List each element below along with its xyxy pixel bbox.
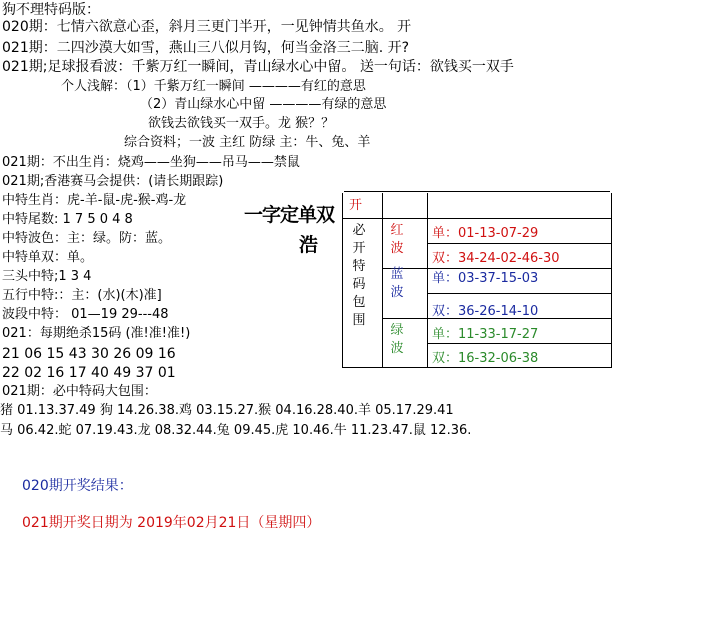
divider xyxy=(343,218,611,219)
page-header: 狗不理特码版： xyxy=(2,2,100,18)
divider xyxy=(382,193,383,367)
must-char: 开 xyxy=(352,241,366,256)
line-not-born: 021期：不出生肖：烧鸡——坐狗——吊马——禁鼠 xyxy=(2,155,300,170)
must-char: 必 xyxy=(352,223,366,238)
row-label: 单： xyxy=(432,226,459,241)
personal-interpretation-3: 欲钱去欲钱买一双手。龙 猴？？ xyxy=(148,116,335,131)
line-hk: 021期;香港赛马会提供：(请长期跟踪) xyxy=(2,174,224,189)
row-numbers: 36-26-14-10 xyxy=(458,304,539,319)
table-row xyxy=(432,323,538,342)
red-wave-label: 红波 xyxy=(390,223,404,256)
must-char: 码 xyxy=(352,277,366,292)
result-020: 020期开奖结果： xyxy=(22,478,133,494)
must-char: 包 xyxy=(352,295,366,310)
band-special: 波段中特： 01—19 29---48 xyxy=(2,307,169,322)
green-wave-label: 绿波 xyxy=(390,323,404,356)
numbers-row-1: 21 06 15 43 30 26 09 16 xyxy=(2,346,176,362)
divider xyxy=(427,243,611,244)
row-numbers: 16-32-06-38 xyxy=(458,351,539,366)
must-char: 特 xyxy=(352,259,366,274)
table-top-rule xyxy=(344,191,610,192)
divider xyxy=(427,193,428,367)
row-label: 单： xyxy=(432,271,459,286)
wave-special: 中特波色：主：绿。防：蓝。 xyxy=(2,231,172,246)
row-label: 双： xyxy=(432,251,459,266)
divider xyxy=(427,293,611,294)
composite-info: 综合资料；一波 主红 防绿 主：牛、兔、羊 xyxy=(124,135,371,150)
table-row xyxy=(432,222,538,241)
big-pack-row-1: 猪 01.13.37.49 狗 14.26.38.鸡 03.15.27.猴 04.16.28.40.羊 05.17.29.41 xyxy=(0,403,454,418)
line-021-b: 021期;足球报看波：千紫万红一瞬间，青山绿水心中留。 送一句话：欲钱买一双手 xyxy=(2,59,514,75)
head3-special: 三头中特;1 3 4 xyxy=(2,269,92,284)
must-char: 围 xyxy=(352,313,366,328)
kill-15: 021：每期绝杀15码 (准!准!准!) xyxy=(2,326,191,341)
line-021-a: 021期：二四沙漠大如雪，燕山三八似月钩，何当金洛三二脑. 开? xyxy=(2,40,410,56)
numbers-row-2: 22 02 16 17 40 49 37 01 xyxy=(2,365,176,381)
row-label: 双： xyxy=(432,304,459,319)
table-row xyxy=(432,267,538,286)
blue-wave-label: 蓝波 xyxy=(390,267,404,300)
headline-single-double: 一字定单双 xyxy=(244,204,335,226)
big-pack-title: 021期：必中特码大包围： xyxy=(2,384,157,399)
personal-interpretation-1: 个人浅解：（1）千紫万红一瞬间 ————有红的意思 xyxy=(61,79,366,94)
divider xyxy=(427,343,611,344)
table-open-mark: 开 xyxy=(349,198,363,213)
row-numbers: 11-33-17-27 xyxy=(458,327,539,342)
tail-special: 中特尾数: 1 7 5 0 4 8 xyxy=(2,212,133,227)
table-row xyxy=(432,300,538,319)
must-open-column xyxy=(351,222,367,330)
row-label: 双： xyxy=(432,351,459,366)
single-double-special: 中特单双：单。 xyxy=(2,250,94,265)
row-numbers: 34-24-02-46-30 xyxy=(458,251,560,266)
draw-date-021: 021期开奖日期为 2019年02月21日（星期四） xyxy=(22,515,321,531)
zodiac-special: 中特生肖：虎-羊-鼠-虎-猴-鸡-龙 xyxy=(2,193,187,208)
line-020: 020期：七情六欲意心歪，斜月三更门半开，一见钟情共鱼水。 开 xyxy=(2,19,412,35)
table-row xyxy=(432,347,538,366)
five-elements-special: 五行中特:：主：(水)(木)准] xyxy=(2,288,162,303)
personal-interpretation-2: （2）青山绿水心中留 ————有绿的意思 xyxy=(140,97,387,112)
row-numbers: 03-37-15-03 xyxy=(458,271,539,286)
big-pack-row-2: 马 06.42.蛇 07.19.43.龙 08.32.44.兔 09.45.虎 10.46.牛 11.23.47.鼠 12.36. xyxy=(0,423,472,438)
row-label: 单： xyxy=(432,327,459,342)
table-row xyxy=(432,247,560,266)
headline-hao: 浩 xyxy=(299,234,319,256)
row-numbers: 01-13-07-29 xyxy=(458,226,539,241)
